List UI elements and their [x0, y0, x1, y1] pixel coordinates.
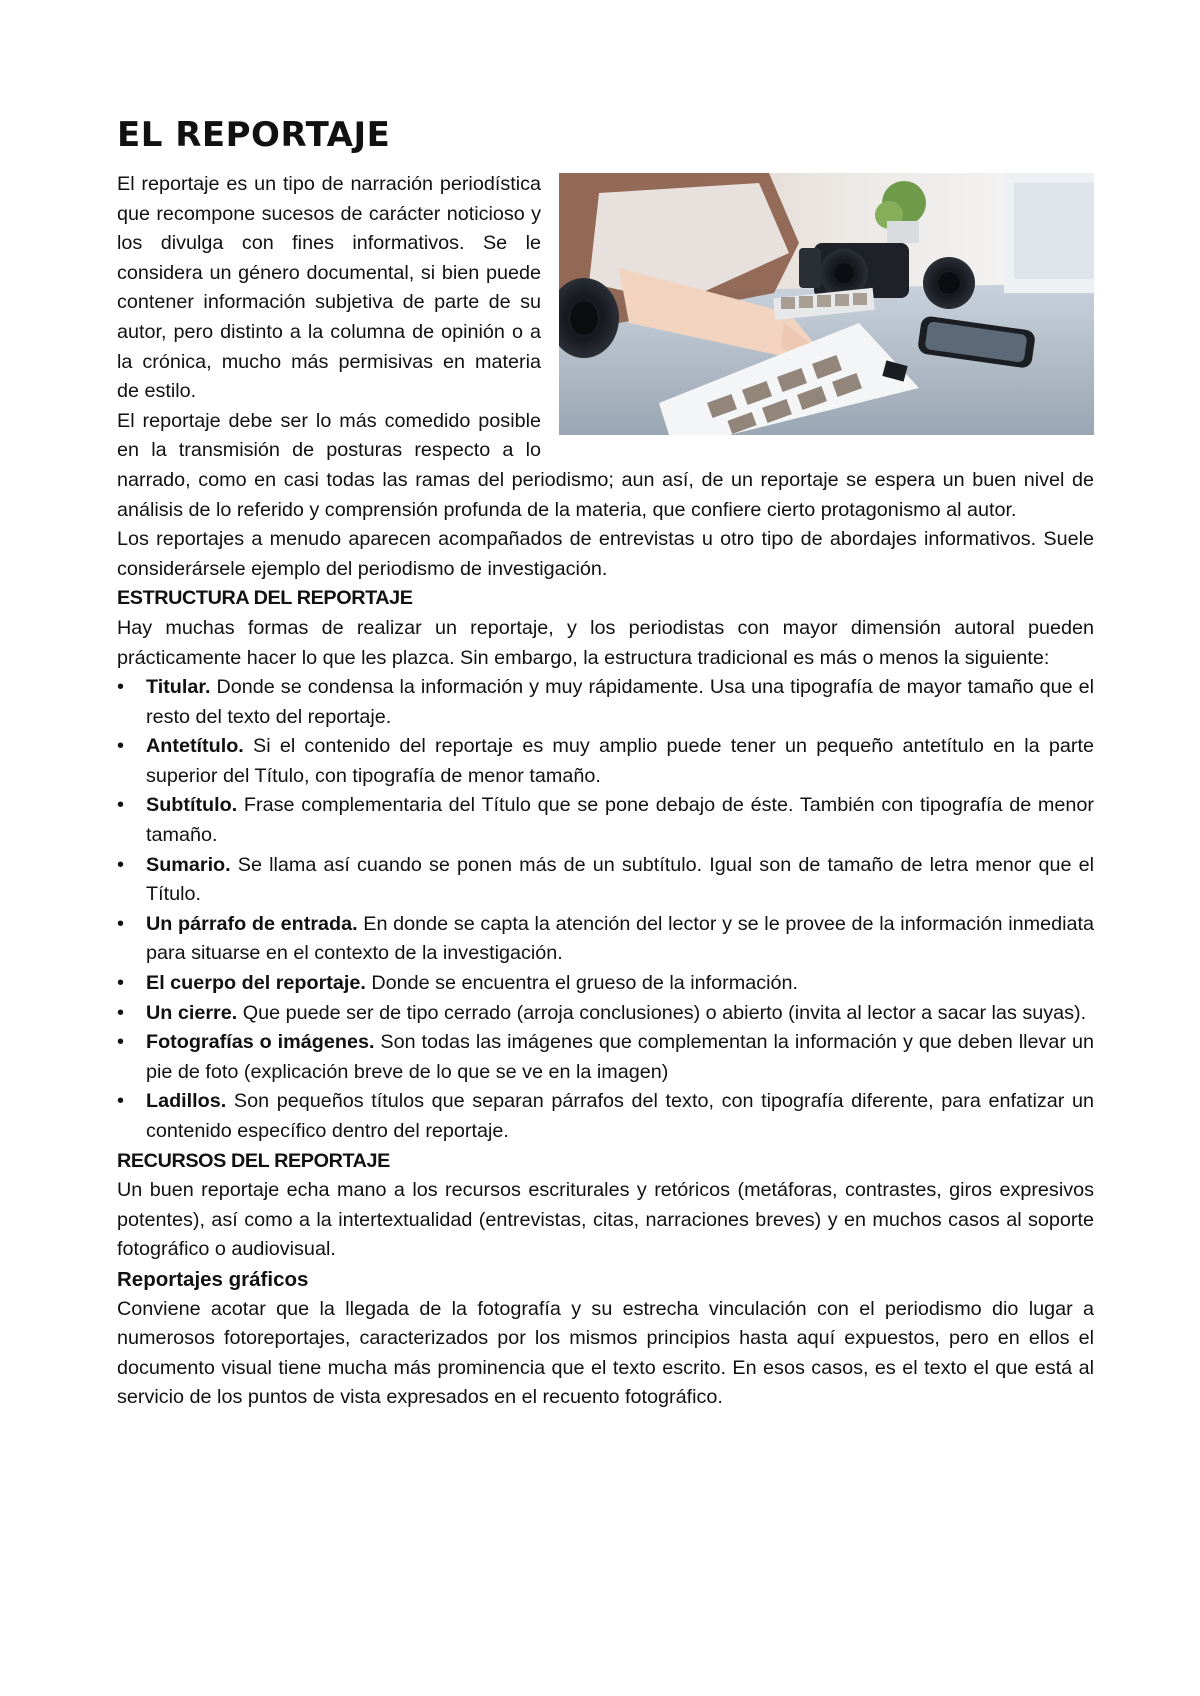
intro-paragraph-3: Los reportajes a menudo aparecen acompañados de entrevistas u otro tipo de abordajes informativos. Suele considerársele ejemplo del periodismo de investigación. [117, 528, 1094, 580]
list-item [117, 910, 1094, 969]
list-item-text: Son todas las imágenes que complementan la información y que deben llevar un pie de foto (explicación breve de lo que se ve en la imagen) [146, 1031, 1094, 1083]
section-heading-estructura: ESTRUCTURA DEL REPORTAJE [117, 587, 413, 610]
bullet: • [117, 1031, 125, 1054]
list-item-term: Sumario. [146, 853, 231, 876]
section-heading-graficos: Reportajes gráficos [117, 1267, 309, 1291]
list-item [117, 732, 1094, 791]
list-item [117, 673, 1094, 732]
bullet: • [117, 735, 125, 758]
graficos-paragraph: Conviene acotar que la llegada de la fotografía y su estrecha vinculación con el periodismo dio lugar a numerosos fotoreportajes, caracterizados por los mismos principios hasta aquí expuestos, pero en ellos el documento visual tiene mucha más prominencia que el texto escrito. En esos casos, es el texto el que está al servicio de los puntos de vista expresados en el recuento fotográfico. [117, 1297, 1094, 1409]
list-item-term: Un cierre. [146, 1001, 238, 1024]
list-item [117, 851, 1094, 910]
recursos-paragraph: Un buen reportaje echa mano a los recursos escriturales y retóricos (metáforas, contrastes, giros expresivos potentes), así como a la intertextualidad (entrevistas, citas, narraciones breves) y en muchos casos al soporte fotográfico o audiovisual. [117, 1179, 1094, 1261]
intro-paragraph-2: El reportaje debe ser lo más comedido posible en la transmisión de posturas respecto a lo narrado, como en casi todas las ramas del periodismo; aun así, de un reportaje se espera un buen nivel de análisis de lo referido y comprensión profunda de la materia, que confiere cierto protagonismo al autor. [117, 409, 1094, 521]
document-content [117, 112, 1094, 1413]
list-item-term: Fotografías o imágenes. [146, 1031, 375, 1054]
list-item-term: El cuerpo del reportaje. [146, 972, 366, 995]
section-heading-recursos: RECURSOS DEL REPORTAJE [117, 1149, 390, 1172]
list-item-term: Titular. [146, 676, 211, 699]
list-item [117, 791, 1094, 850]
list-item-text: Frase complementaria del Título que se pone debajo de éste. También con tipografía de menor tamaño. [146, 794, 1094, 847]
bullet: • [117, 794, 125, 817]
list-item [117, 1028, 1094, 1087]
bullet: • [117, 1001, 125, 1024]
list-item-text: Donde se condensa la información y muy rápidamente. Usa una tipografía de mayor tamaño que el resto del texto del reportaje. [146, 676, 1094, 728]
list-item-text: Son pequeños títulos que separan párrafos del texto, con tipografía diferente, para enfatizar un contenido específico dentro del reportaje. [146, 1090, 1094, 1142]
list-item-text: Si el contenido del reportaje es muy amplio puede tener un pequeño antetítulo en la parte superior del Título, con tipografía de menor tamaño. [146, 735, 1094, 787]
bullet: • [117, 676, 125, 699]
list-item [117, 969, 1094, 999]
intro-paragraph-1: El reportaje es un tipo de narración periodística que recompone sucesos de carácter noticioso y los divulga con fines informativos. Se le considera un género documental, si bien puede contener información subjetiva de parte de su autor, pero distinto a la columna de opinión o a la crónica, mucho más permisivas en materia de estilo. [117, 173, 541, 403]
bullet: • [117, 1090, 125, 1113]
list-item-text: En donde se capta la atención del lector y se le provee de la información inmediata para situarse en el contexto de la investigación. [146, 912, 1095, 965]
list-item-text: Se llama así cuando se ponen más de un subtítulo. Igual son de tamaño de letra menor que el Título. [146, 853, 1094, 906]
estructura-list [117, 673, 1094, 1147]
photographer-desk-image [559, 173, 1094, 435]
list-item-term: Un párrafo de entrada. [146, 912, 358, 935]
photo-illustration [559, 173, 1094, 435]
estructura-intro: Hay muchas formas de realizar un reportaje, y los periodistas con mayor dimensión autoral pueden prácticamente hacer lo que les plazca. Sin embargo, la estructura tradicional es más o menos la siguiente: [117, 616, 1094, 669]
page-title: EL REPORTAJE [117, 115, 391, 155]
list-item-term: Ladillos. [146, 1090, 227, 1113]
list-item-text: Que puede ser de tipo cerrado (arroja conclusiones) o abierto (invita al lector a sacar las suyas). [237, 1001, 1087, 1024]
list-item-text: Donde se encuentra el grueso de la información. [365, 972, 799, 995]
list-item [117, 1087, 1094, 1146]
list-item-term: Subtítulo. [146, 794, 238, 817]
bullet: • [117, 972, 125, 995]
bullet: • [117, 853, 125, 876]
list-item [117, 999, 1094, 1029]
bullet: • [117, 912, 125, 935]
list-item-term: Antetítulo. [146, 735, 244, 758]
